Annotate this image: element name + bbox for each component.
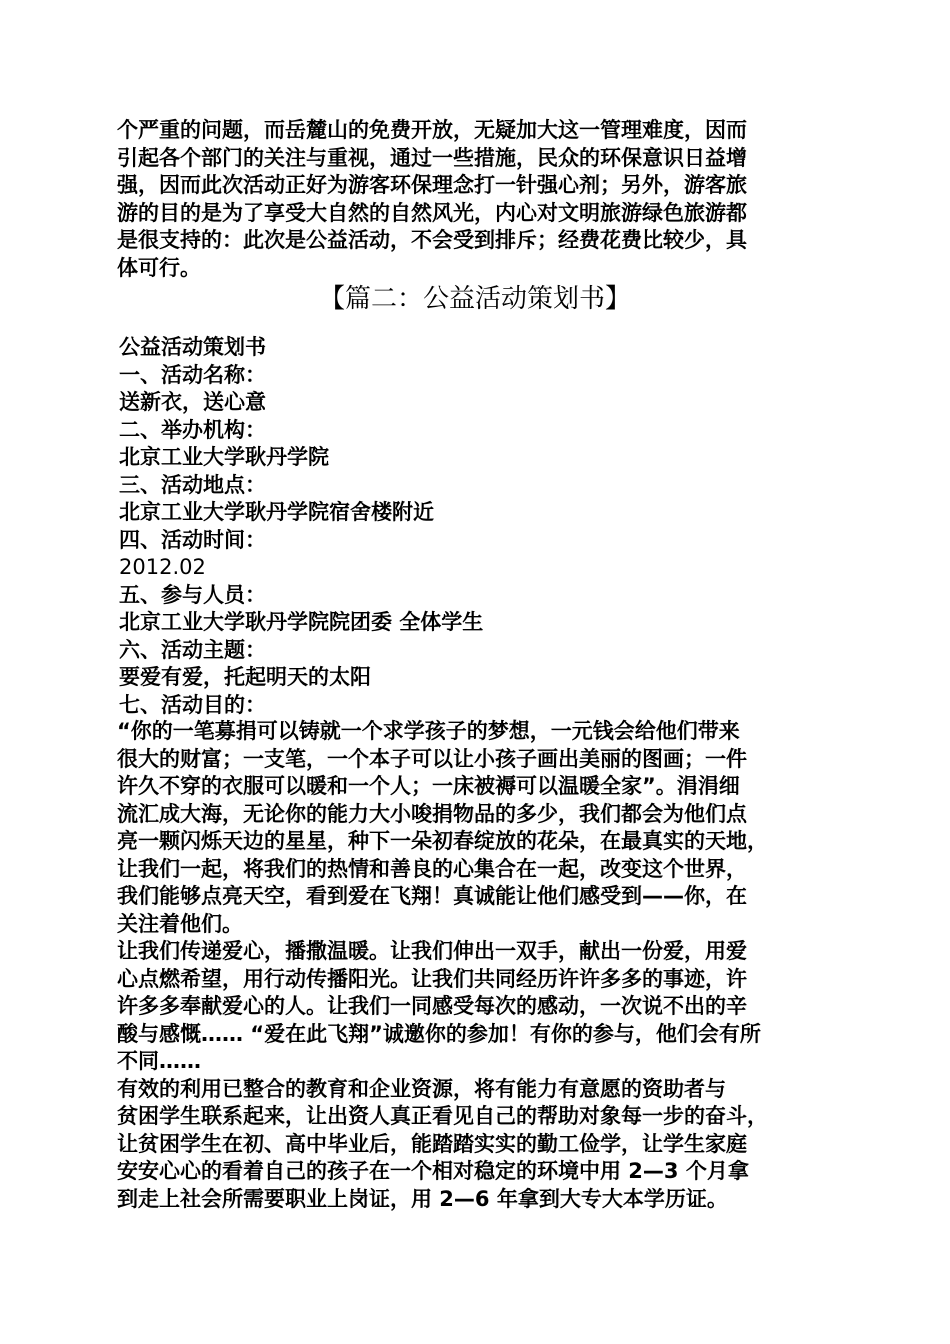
- intro-paragraph: [117, 117, 847, 282]
- section-heading: 【篇二：公益活动策划书】: [318, 284, 631, 314]
- item-value-participants: 北京工业大学耿丹学院院团委 全体学生: [119, 610, 484, 634]
- paragraph-line: 贫困学生联系起来，让出资人真正看见自己的帮助对象每一步的奋斗，: [117, 1104, 768, 1128]
- plan-outline: [119, 334, 849, 719]
- item-label-theme: 六、活动主题：: [119, 637, 266, 662]
- item-label-organizer: 二、举办机构：: [119, 417, 266, 442]
- paragraph-line: 让贫困学生在初、高中毕业后，能踏踏实实的勤工俭学，让学生家庭: [117, 1131, 747, 1156]
- paragraph-line: 让我们传递爱心，播撒温暖。让我们伸出一双手，献出一份爱，用爱: [117, 939, 747, 963]
- item-label-name: 一、活动名称：: [119, 362, 266, 387]
- paragraph-line: 引起各个部门的关注与重视，通过一些措施，民众的环保意识日益增: [117, 145, 747, 170]
- paragraph-line: 游的目的是为了享受大自然的自然风光，内心对文明旅游绿色旅游都: [117, 200, 747, 225]
- item-label-purpose: 七、活动目的：: [119, 692, 266, 717]
- purpose-body: [117, 718, 857, 1213]
- item-label-location: 三、活动地点：: [119, 472, 266, 497]
- item-value-name: 送新衣，送心意: [119, 390, 266, 414]
- paragraph-line: 关注着他们。: [117, 911, 243, 936]
- paragraph-line: 体可行。: [117, 255, 201, 280]
- paragraph-line: 个严重的问题，而岳麓山的免费开放，无疑加大这一管理难度，因而: [117, 118, 747, 142]
- paragraph-line: 是很支持的：此次是公益活动，不会受到排斥；经费花费比较少，具: [117, 228, 747, 252]
- paragraph-line: 许多多奉献爱心的人。让我们一同感受每次的感动，一次说不出的辛: [117, 994, 747, 1018]
- item-value-location: 北京工业大学耿丹学院宿舍楼附近: [119, 500, 434, 524]
- paragraph-line: 酸与感慨…… “爱在此飞翔”诚邀你的参加！有你的参与，他们会有所: [117, 1021, 761, 1046]
- paragraph-line: 我们能够点亮天空，看到爱在飞翔！真诚能让他们感受到——你，在: [117, 884, 747, 908]
- document-title: 公益活动策划书: [119, 335, 266, 359]
- paragraph-line: “你的一笔募捐可以铸就一个求学孩子的梦想，一元钱会给他们带来: [117, 719, 740, 743]
- paragraph-line: 流汇成大海，无论你的能力大小唆捐物品的多少，我们都会为他们点: [117, 801, 747, 826]
- item-value-theme: 要爱有爱，托起明天的太阳: [119, 665, 371, 689]
- paragraph-line: 强，因而此次活动正好为游客环保理念打一针强心剂；另外，游客旅: [117, 173, 747, 197]
- item-value-time: 2012.02: [119, 555, 206, 579]
- item-value-organizer: 北京工业大学耿丹学院: [119, 445, 329, 469]
- paragraph-line: 许久不穿的衣服可以暖和一个人；一床被褥可以温暖全家”。涓涓细: [117, 774, 740, 798]
- paragraph-line: 有效的利用已整合的教育和企业资源，将有能力有意愿的资助者与: [117, 1076, 726, 1101]
- paragraph-line: 心点燃希望，用行动传播阳光。让我们共同经历许许多多的事迹，许: [117, 966, 747, 991]
- paragraph-line: 安安心心的看着自己的孩子在一个相对稳定的环境中用 2—3 个月拿: [117, 1159, 749, 1183]
- paragraph-line: 亮一颗闪烁天边的星星，种下一朵初春绽放的花朵，在最真实的天地，: [117, 829, 768, 853]
- paragraph-line: 不同……: [117, 1049, 201, 1073]
- paragraph-line: 到走上社会所需要职业上岗证，用 2—6 年拿到大专大本学历证。: [117, 1186, 728, 1211]
- paragraph-line: 很大的财富；一支笔，一个本子可以让小孩子画出美丽的图画；一件: [117, 746, 747, 771]
- item-label-time: 四、活动时间：: [119, 527, 266, 552]
- paragraph-line: 让我们一起，将我们的热情和善良的心集合在一起，改变这个世界，: [117, 856, 747, 881]
- item-label-participants: 五、参与人员：: [119, 582, 266, 607]
